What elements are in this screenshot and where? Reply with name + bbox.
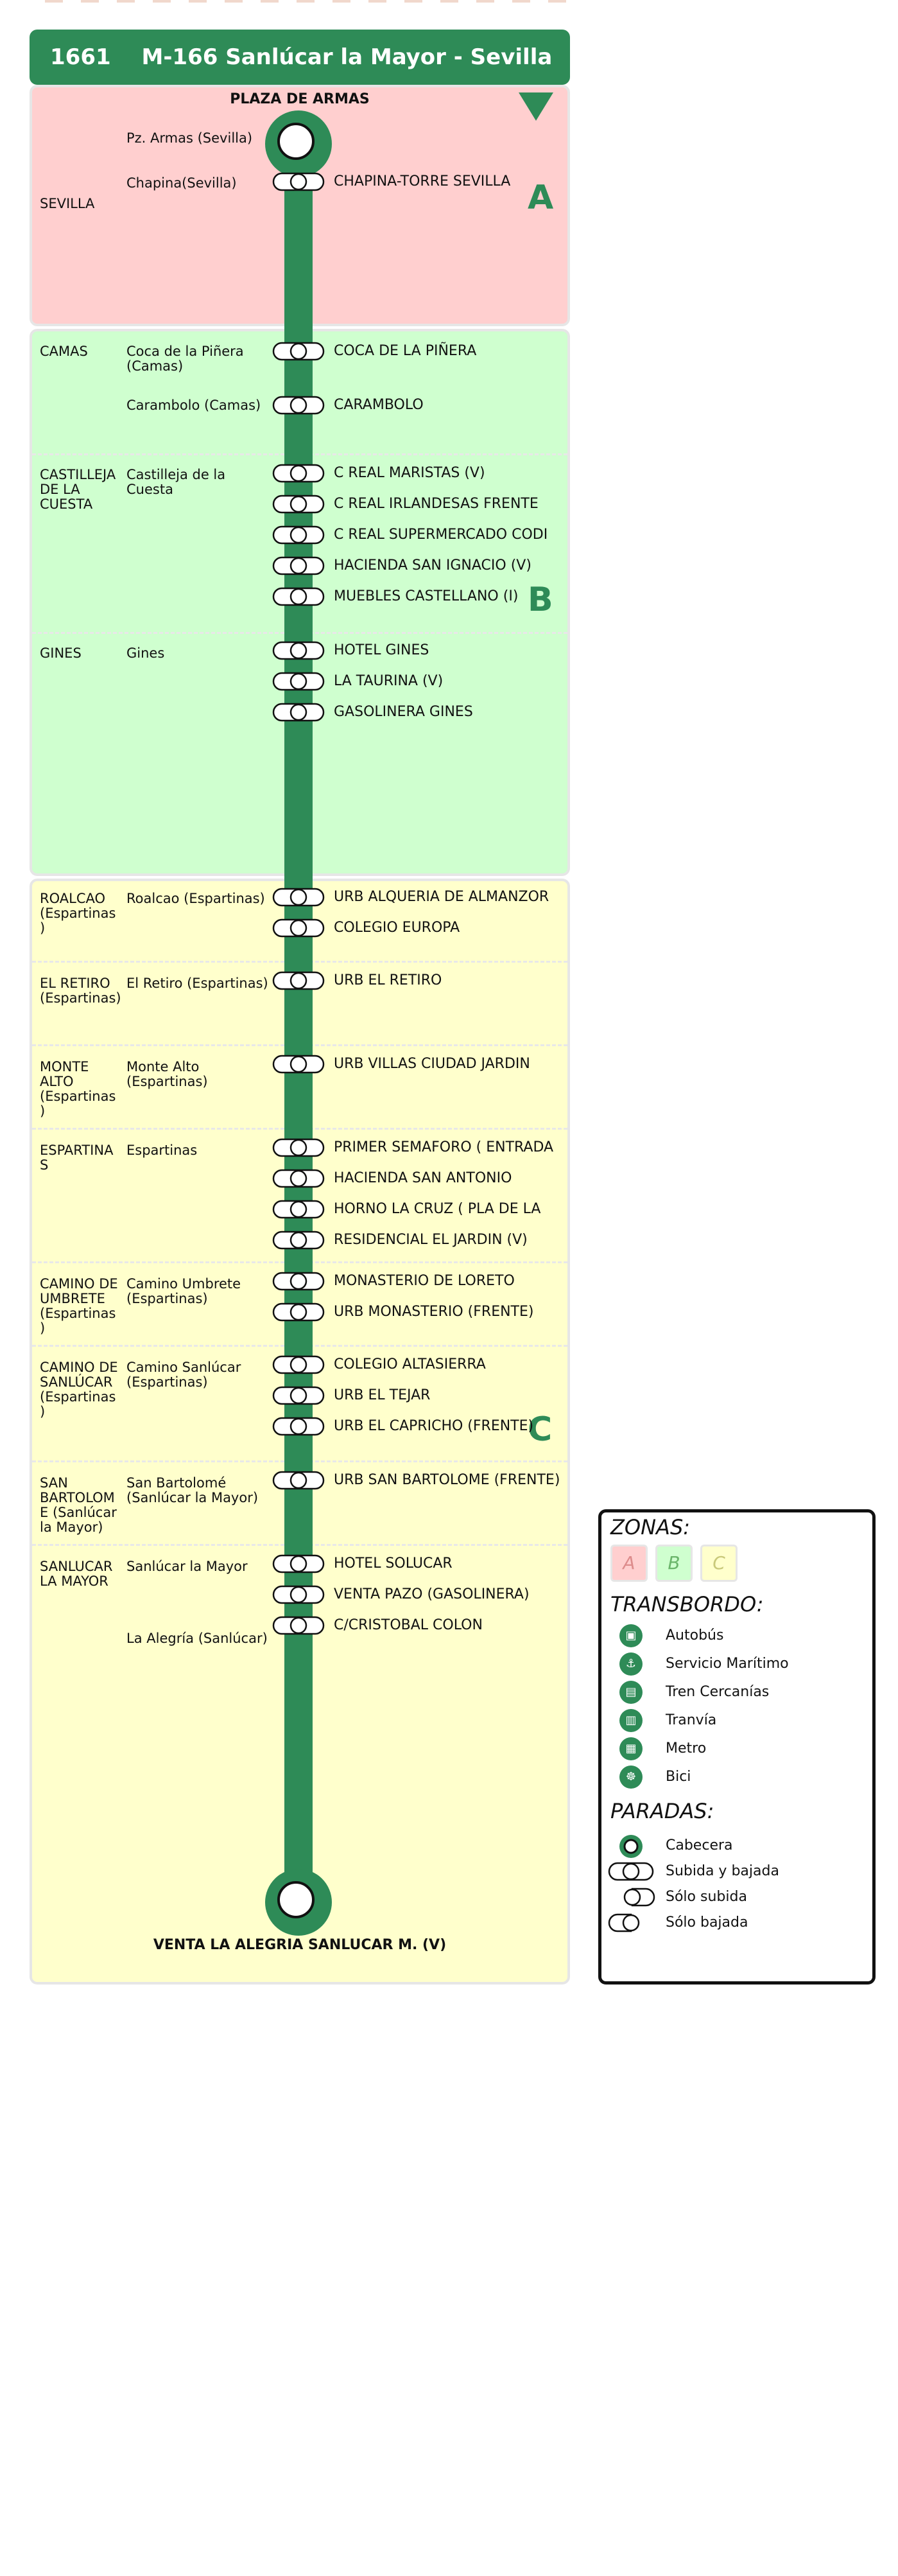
metro-icon: ▦ [619, 1737, 643, 1760]
locality-label: Monte Alto (Espartinas) [126, 1059, 208, 1089]
stop-name: COLEGIO ALTASIERRA [334, 1356, 486, 1372]
stop-marker-icon [272, 1055, 325, 1074]
stop-marker-icon [272, 1585, 325, 1604]
stop-marker-icon [272, 342, 325, 361]
route-line [284, 122, 313, 1907]
stop-name: PRIMER SEMAFORO ( ENTRADA [334, 1139, 554, 1155]
stop-marker-icon [272, 1355, 325, 1374]
legend-parada-label: Sólo subida [666, 1889, 747, 1905]
locality-label: Camino Sanlúcar (Espartinas) [126, 1360, 241, 1390]
tram-icon: ▥ [619, 1709, 643, 1732]
locality-label: El Retiro (Espartinas) [126, 976, 268, 991]
legend-transbordo-label: Metro [666, 1740, 707, 1757]
stop-name: MONASTERIO DE LORETO [334, 1273, 515, 1289]
stop-name: COCA DE LA PIÑERA [334, 343, 477, 359]
legend-transbordo-label: Tranvía [666, 1712, 717, 1728]
cabecera-marker-icon [618, 1834, 644, 1862]
stop-marker-icon [272, 1386, 325, 1405]
stop-marker-icon [272, 641, 325, 660]
legend-transbordo-label: Tren Cercanías [666, 1684, 770, 1700]
stop-name: HACIENDA SAN ANTONIO [334, 1170, 512, 1186]
legend-transbordo-label: Servicio Marítimo [666, 1656, 789, 1672]
municipality-label: SEVILLA [40, 196, 95, 211]
zone-c-label: C [528, 1410, 553, 1449]
legend-zone-a: A [610, 1545, 648, 1582]
stop-marker-icon [272, 525, 325, 545]
stop-name: URB EL TEJAR [334, 1387, 431, 1403]
stop-name: URB MONASTERIO (FRENTE) [334, 1304, 534, 1320]
municipality-label: CAMINO DE UMBRETE (Espartinas ) [40, 1276, 118, 1336]
municipality-label: SAN BARTOLOM E (Sanlúcar la Mayor) [40, 1475, 117, 1535]
municipality-label: CAMAS [40, 344, 88, 359]
locality-label: Camino Umbrete (Espartinas) [126, 1276, 241, 1306]
legend-parada-label: Cabecera [666, 1837, 733, 1853]
stop-name: C REAL MARISTAS (V) [334, 465, 485, 481]
stop-name: CARAMBOLO [334, 397, 424, 413]
subida-bajada-marker-icon [608, 1862, 654, 1884]
locality-label: Sanlúcar la Mayor [126, 1559, 248, 1574]
locality-label: Chapina(Sevilla) [126, 175, 237, 191]
legend-transbordo-label: Bici [666, 1769, 691, 1785]
stop-marker-icon [272, 587, 325, 606]
locality-label: Roalcao (Espartinas) [126, 891, 265, 906]
ship-icon: ⚓ [619, 1652, 643, 1676]
line-number: 1661 [50, 44, 111, 70]
stop-marker-icon [272, 1554, 325, 1573]
stop-name: CHAPINA-TORRE SEVILLA [334, 173, 511, 189]
stop-name: LA TAURINA (V) [334, 673, 444, 689]
stop-marker-icon [272, 672, 325, 691]
legend-box [598, 1509, 876, 1985]
stop-name: RESIDENCIAL EL JARDIN (V) [334, 1232, 528, 1248]
zone-b-label: B [528, 581, 553, 619]
legend-paradas-title: PARADAS: [610, 1799, 714, 1823]
stop-marker-icon [272, 1302, 325, 1322]
legend-transbordo-label: Autobús [666, 1627, 724, 1643]
legend-zonas-title: ZONAS: [610, 1515, 691, 1539]
municipality-label: CAMINO DE SANLÚCAR (Espartinas ) [40, 1360, 118, 1419]
municipality-label: ROALCAO (Espartinas ) [40, 891, 116, 936]
stop-marker-icon [272, 1231, 325, 1250]
stop-name: HOTEL GINES [334, 642, 429, 658]
locality-label: Carambolo (Camas) [126, 398, 261, 413]
stop-name: GASOLINERA GINES [334, 704, 473, 720]
locality-label: Castilleja de la Cuesta [126, 467, 226, 497]
solo-bajada-marker-icon [608, 1913, 640, 1935]
locality-label: Pz. Armas (Sevilla) [126, 130, 253, 146]
stop-name: MUEBLES CASTELLANO (I) [334, 588, 519, 604]
municipality-label: EL RETIRO (Espartinas) [40, 976, 121, 1006]
route-header [30, 30, 570, 85]
stop-marker-icon [272, 464, 325, 483]
bus-icon: ▣ [619, 1624, 643, 1647]
stop-name: COLEGIO EUROPA [334, 920, 460, 936]
stop-name: HACIENDA SAN IGNACIO (V) [334, 557, 531, 574]
stop-name: URB EL RETIRO [334, 972, 442, 988]
stop-marker-icon [272, 888, 325, 907]
stop-marker-icon [272, 703, 325, 722]
stop-marker-icon [272, 971, 325, 990]
stop-marker-icon [272, 495, 325, 514]
direction-arrow-icon [519, 92, 553, 121]
stop-marker-icon [272, 1471, 325, 1490]
legend-parada-label: Sólo bajada [666, 1914, 748, 1931]
municipality-label: MONTE ALTO (Espartinas ) [40, 1059, 116, 1119]
stop-name: URB ALQUERIA DE ALMANZOR [334, 889, 549, 905]
stop-name: VENTA PAZO (GASOLINERA) [334, 1586, 530, 1602]
stop-marker-icon [272, 556, 325, 575]
stop-marker-icon [272, 1417, 325, 1436]
stop-name: C REAL IRLANDESAS FRENTE [334, 496, 539, 512]
legend-parada-label: Subida y bajada [666, 1863, 779, 1879]
train-icon: ▤ [619, 1681, 643, 1704]
stop-marker-icon [272, 396, 325, 415]
origin-terminal-marker [265, 110, 332, 177]
zone-a-label: A [528, 179, 554, 217]
stop-marker-icon [272, 1272, 325, 1291]
legend-zone-b: B [655, 1545, 693, 1582]
municipality-label: ESPARTINA S [40, 1143, 114, 1173]
municipality-label: GINES [40, 645, 82, 661]
stop-name: C REAL SUPERMERCADO CODI [334, 527, 548, 543]
municipality-label: CASTILLEJA DE LA CUESTA [40, 467, 116, 512]
solo-subida-marker-icon [623, 1888, 655, 1909]
legend-zone-c: C [700, 1545, 738, 1582]
locality-label: La Alegría (Sanlúcar) [126, 1631, 268, 1646]
stop-marker-icon [272, 1616, 325, 1635]
stop-marker-icon [272, 1138, 325, 1157]
stop-marker-icon [272, 172, 325, 191]
stop-name: URB EL CAPRICHO (FRENTE) [334, 1418, 534, 1434]
stop-marker-icon [272, 1200, 325, 1219]
stop-name: C/CRISTOBAL COLON [334, 1617, 483, 1633]
locality-label: Espartinas [126, 1143, 198, 1158]
municipality-label: SANLUCAR LA MAYOR [40, 1559, 113, 1589]
origin-terminal-label: PLAZA DE ARMAS [230, 91, 370, 107]
bike-icon: ☸ [619, 1766, 643, 1789]
stop-name: HORNO LA CRUZ ( PLA DE LA [334, 1201, 541, 1217]
locality-label: San Bartolomé (Sanlúcar la Mayor) [126, 1475, 259, 1505]
destination-terminal-marker [265, 1869, 332, 1936]
legend-transbordo-title: TRANSBORDO: [610, 1592, 764, 1617]
stop-marker-icon [272, 918, 325, 938]
stop-name: URB SAN BARTOLOME (FRENTE) [334, 1472, 560, 1488]
top-dashed-border [45, 0, 571, 3]
locality-label: Coca de la Piñera (Camas) [126, 344, 244, 374]
stop-name: URB VILLAS CIUDAD JARDIN [334, 1056, 530, 1072]
destination-terminal-label: VENTA LA ALEGRIA SANLUCAR M. (V) [153, 1937, 447, 1953]
locality-label: Gines [126, 645, 165, 661]
stop-marker-icon [272, 1169, 325, 1188]
stop-name: HOTEL SOLUCAR [334, 1555, 453, 1572]
route-name: M-166 Sanlúcar la Mayor - Sevilla [141, 44, 553, 70]
